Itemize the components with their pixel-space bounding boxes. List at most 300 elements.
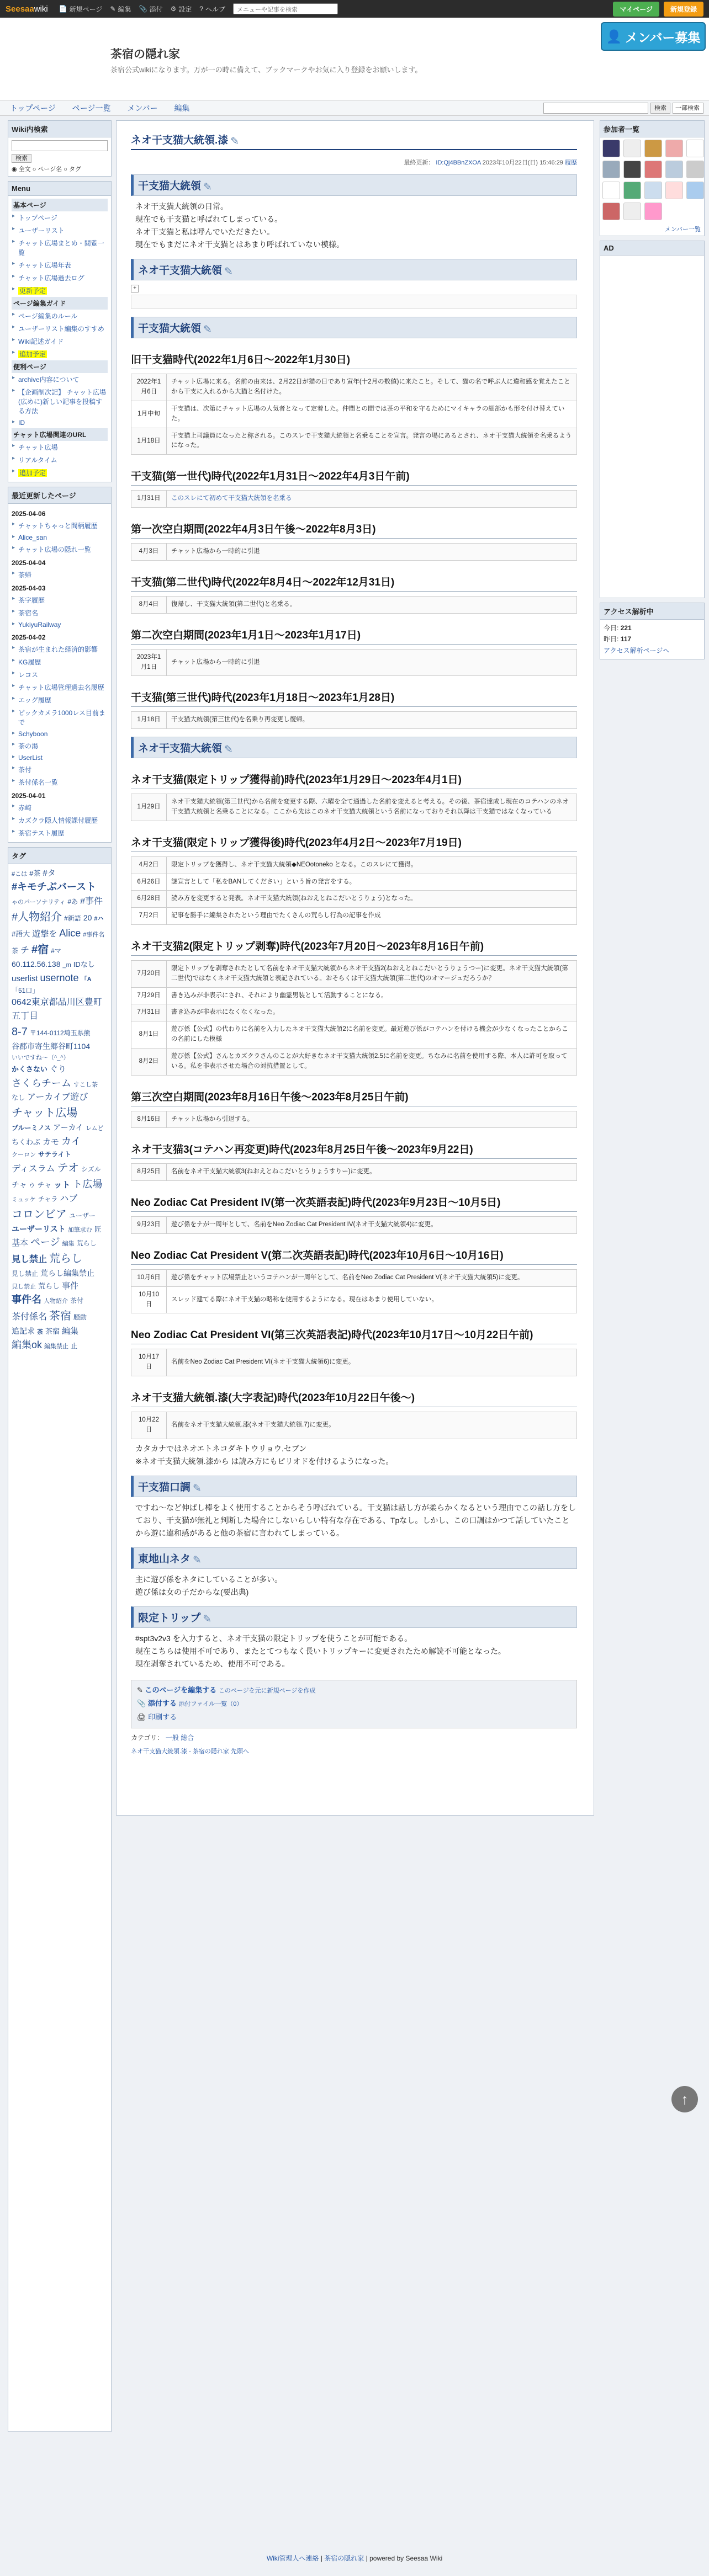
edit-icon[interactable]: ✎	[203, 1614, 212, 1626]
tag-link[interactable]: _m	[62, 961, 71, 968]
tag-link[interactable]: ユーザーリスト	[12, 1224, 66, 1233]
event-cell: ネオ干支猫大統領(第三世代)から名前を変更する際、六曜を全て通過した名前を変えると考える。その後、茶宿達成し現在のコテハンのネオ干支猫大統領と名乗ることになる。ここから先はこのネオ干支猫大統領という名前になっておりそれ以降は干支猫ではなくなっている	[167, 794, 577, 821]
site-header	[0, 18, 709, 100]
tag-link[interactable]: 事件	[62, 1281, 79, 1291]
left-sidebar	[8, 120, 112, 2436]
era-heading: ネオ干支猫(限定トリップ獲得後)時代(2023年4月2日〜2023年7月19日)	[131, 831, 577, 852]
date-cell: 7月20日	[131, 961, 167, 988]
tag-link[interactable]: #タ	[43, 869, 56, 878]
user-icon: 👤	[606, 29, 622, 44]
date-cell: 6月26日	[131, 874, 167, 891]
member-avatar[interactable]	[665, 161, 683, 178]
members-box	[600, 120, 705, 236]
member-avatar[interactable]	[644, 203, 662, 220]
recent-page-link[interactable]: ▸ レコス	[12, 668, 108, 681]
recent-date: 2025-04-04	[12, 559, 46, 567]
scroll-to-top-button[interactable]	[671, 2086, 698, 2112]
tag-link[interactable]: ハブ	[60, 1194, 78, 1204]
era-heading: 第一次空白期間(2022年4月3日午後〜2022年8月3日)	[131, 518, 577, 539]
tag-link[interactable]: カイ	[61, 1135, 81, 1147]
era-heading: Neo Zodiac Cat President V(第二次英語表記)時代(2023年10月6日〜10月16日)	[131, 1244, 577, 1265]
event-cell: チャット広場から引退する。	[167, 1111, 577, 1128]
footer-contact-link[interactable]: Wiki管理人へ連絡	[266, 2554, 319, 2562]
nav-search-button[interactable]: 検索	[650, 103, 670, 114]
recent-page-link[interactable]: ▸ 茶宿テスト履歴	[12, 827, 108, 839]
tag-link[interactable]: Alice	[59, 927, 81, 939]
section-heading: 干支猫大統領 ✎	[131, 317, 577, 338]
member-avatar[interactable]	[623, 182, 641, 199]
date-cell: 7月31日	[131, 1004, 167, 1021]
history-table	[131, 794, 577, 821]
menu-link[interactable]: ▸ チャット広場まとめ・閲覧一覧	[12, 237, 108, 259]
tag-link[interactable]: チャ	[37, 1180, 52, 1189]
access-link[interactable]: アクセス解析ページへ	[604, 646, 670, 654]
tag-link[interactable]: 茶	[12, 946, 19, 955]
tag-link[interactable]: 止	[71, 1342, 78, 1350]
edit-icon[interactable]: ✎	[224, 744, 233, 756]
attach-link[interactable]: 添付する	[147, 1699, 177, 1708]
tag-link[interactable]: 基本	[12, 1238, 29, 1248]
event-cell: チャット広場から一時的に引退	[167, 649, 577, 676]
history-link[interactable]: 履歴	[565, 159, 577, 166]
date-cell: 7月2日	[131, 908, 167, 925]
printer-icon: 🖨	[137, 1712, 146, 1721]
section-text: ネオ干支猫大統領の日常。 現在でも干支猫と呼ばれてしまっている。 ネオ干支猫と私は呼んでいただきたい。 現在でもまだにネオ干支猫とはあまり呼ばれていない模様。	[135, 202, 344, 249]
menu-link[interactable]: ▸ ID	[12, 417, 108, 428]
menu-title: Menu	[8, 182, 111, 196]
tag-link[interactable]: チャット広場	[12, 1107, 78, 1120]
menu-link[interactable]: ▸ ページ編集のルール	[12, 310, 108, 322]
editor-id-link[interactable]: ID:Qj4BBnZXOA	[436, 159, 481, 166]
menu-link[interactable]: ▸ 追加予定	[12, 466, 108, 479]
event-cell: 名前をネオ干支猫大統領.漆(ネオ干支猫大統領.7)に変更。	[167, 1412, 577, 1439]
recent-page-link[interactable]: ▸ チャット広場管理過去名履歴	[12, 681, 108, 694]
tag-link[interactable]: 茶付係名	[12, 1312, 47, 1322]
date-cell: 8月2日	[131, 1048, 167, 1075]
members-more-link[interactable]: メンバー一覧	[664, 226, 701, 233]
member-avatar[interactable]	[686, 182, 704, 199]
page-title: ネオ干支猫大統領.漆 ✎	[131, 129, 577, 150]
category-link[interactable]: 総合	[181, 1733, 194, 1742]
member-avatar[interactable]	[623, 203, 641, 220]
history-table	[131, 490, 577, 508]
tag-link[interactable]: ト広場	[72, 1178, 103, 1190]
recent-page-link[interactable]: ▸ Schyboon	[12, 728, 108, 739]
member-avatar[interactable]	[623, 140, 641, 157]
tag-link[interactable]: 編集ok	[12, 1339, 43, 1351]
recent-page-link[interactable]: ▸ 赤崎	[12, 801, 108, 814]
era-heading: 第二次空白期間(2023年1月1日〜2023年1月17日)	[131, 624, 577, 645]
paperclip-icon: 📎	[137, 1699, 146, 1708]
edit-icon[interactable]: ✎	[224, 266, 233, 278]
tag-link[interactable]: 茶	[37, 1328, 43, 1335]
recent-updates-box	[8, 487, 112, 843]
recent-page-link[interactable]: ▸ 茶付係名一覧	[12, 776, 108, 789]
menu-link[interactable]: ▸ 追加予定	[12, 348, 108, 360]
nav-members[interactable]: メンバー	[127, 103, 158, 113]
access-today: 今日: 221	[604, 624, 632, 632]
menu-link[interactable]: ▸ 【企画制次記】 チャット広場(広めに)新しい記事を投稿する方法	[12, 386, 108, 417]
members-title: 参加者一覧	[600, 121, 704, 137]
seesaa-logo[interactable]: Seesaawiki	[6, 4, 48, 14]
page-breadcrumb[interactable]: ネオ干支猫大統領.漆 - 茶宿の隠れ家 先頭へ	[131, 1748, 249, 1755]
tag-link[interactable]: 茶宿	[45, 1327, 60, 1335]
tag-link[interactable]: ぐり	[50, 1065, 67, 1074]
search-scope-select[interactable]: 一部検索	[673, 103, 703, 114]
expand-toggle[interactable]: +	[131, 285, 139, 292]
guide-title: ページ編集ガイド	[12, 297, 108, 310]
tag-link[interactable]: 茶付	[70, 1297, 84, 1305]
site-description: 茶宿公式wikiになります。万が一の時に備えて、ブックマークやお気に入り登録をお願いします。	[110, 66, 422, 74]
tag-link[interactable]: いいですね〜（^_^）	[12, 1055, 70, 1062]
date-cell: 4月2日	[131, 856, 167, 874]
tag-link[interactable]: 「A	[81, 976, 92, 983]
wiki-search-input[interactable]	[12, 140, 108, 151]
recent-page-link[interactable]: ▸ YukiyuRailway	[12, 619, 108, 630]
member-avatar[interactable]	[644, 140, 662, 157]
edit-icon[interactable]: ✎	[203, 182, 212, 193]
edit-icon[interactable]: ✎	[203, 324, 212, 336]
tag-link[interactable]: ゃのパーソナリティ	[12, 899, 66, 906]
date-cell: 1月中旬	[131, 401, 167, 428]
tag-link[interactable]: #事件	[80, 897, 103, 907]
tag-link[interactable]: userlist	[12, 973, 38, 983]
tag-link[interactable]: #新語	[64, 914, 81, 922]
wiki-search-box	[8, 120, 112, 177]
attach-list-link[interactable]: 添付ファイル一覧（0）	[178, 1701, 243, 1708]
tag-link[interactable]: 荒らし編集禁止	[40, 1269, 95, 1278]
section-text: 主に遊び係をネタにしていることが多い。 遊び係は女の子だからな(要出典)	[135, 1575, 282, 1597]
nav-edit[interactable]: 編集	[174, 103, 190, 113]
tag-link[interactable]: 荒らし	[49, 1253, 83, 1265]
wiki-search-button[interactable]: 検索	[12, 154, 31, 163]
recent-page-link[interactable]: ▸ KG履歴	[12, 656, 108, 668]
edit-icon[interactable]: ✎	[230, 136, 240, 147]
date-cell: 4月3日	[131, 544, 167, 561]
history-table	[131, 649, 577, 677]
collapsed-area	[131, 295, 577, 309]
tag-link[interactable]: 見し禁止	[12, 1255, 47, 1265]
event-cell: 復帰し、干支猫大統領(第二世代)と名乗る。	[167, 596, 577, 613]
recent-date: 2025-04-02	[12, 634, 46, 641]
tag-link[interactable]: カモ	[43, 1137, 60, 1147]
ad-area	[600, 256, 704, 598]
member-avatar[interactable]	[623, 161, 641, 178]
member-avatar[interactable]	[602, 203, 620, 220]
member-avatar[interactable]	[686, 161, 704, 178]
member-recruit-banner[interactable]: 👤 メンバー募集	[601, 22, 706, 51]
tag-link[interactable]: チャラ	[38, 1195, 58, 1203]
event-cell: 遊び係をチャット広場禁止というコテハンが一周年として、名前をNeo Zodiac Cat President V(ネオ干支猫大統領5)に変更。	[167, 1269, 577, 1286]
edit-menu[interactable]: ✎ 編集	[110, 5, 131, 13]
tag-link[interactable]: クーロン	[12, 1151, 36, 1158]
tag-link[interactable]: さくらチーム	[12, 1077, 71, 1089]
recent-page-link[interactable]: ▸ 茶宿名	[12, 606, 108, 619]
event-cell: 読み方を変更すると発表。ネオ干支猫大統領(ねおえとねこだいとうりょう)となった。	[167, 891, 577, 908]
tag-link[interactable]: ディスラム	[12, 1164, 55, 1174]
tag-link[interactable]: 事件名	[12, 1294, 41, 1306]
last-updated: 最終更新： ID:Qj4BBnZXOA 2023年10月22日(日) 15:46:29 履歴	[404, 159, 577, 166]
tag-link[interactable]: ット	[54, 1180, 71, 1190]
era-heading: ネオ干支猫2(限定トリップ剥奪)時代(2023年7月20日〜2023年8月16日午前)	[131, 935, 577, 956]
member-avatar[interactable]	[665, 140, 683, 157]
help-menu[interactable]: ? ヘルプ	[199, 5, 225, 13]
tag-link[interactable]: #あ	[67, 898, 78, 906]
recent-page-link[interactable]: ▸ 茶の湯	[12, 739, 108, 752]
tag-link[interactable]: 人物紹介	[44, 1298, 68, 1305]
nav-top[interactable]: トップページ	[10, 103, 56, 113]
member-avatar[interactable]	[644, 182, 662, 199]
edit-icon[interactable]: ✎	[193, 1482, 202, 1494]
date-cell: 1月18日	[131, 428, 167, 455]
right-sidebar	[600, 120, 705, 664]
recent-date: 2025-04-01	[12, 792, 46, 800]
date-cell: 8月16日	[131, 1111, 167, 1128]
links-title: チャット広場関連のURL	[12, 428, 108, 441]
section-text: カタカナではネオエトネコダキトウリョウ.セブン ※ネオ干支猫大統領.漆から は読み方にもピリオドを付けるようになった。	[135, 1444, 394, 1466]
tag-link[interactable]: ブルーミノス	[12, 1124, 51, 1132]
menu-link[interactable]: ▸ リアルタイム	[12, 454, 108, 466]
menu-link[interactable]: ▸ チャット広場年表	[12, 259, 108, 272]
section-heading: 限定トリップ ✎	[131, 1606, 577, 1628]
event-cell: チャット広場に来る。名前の由来は、2月22日が猫の日であり寅年(十2月の数値)に来たこと。そして、猫の名で呼ぶ人に違和感を覚えたことから干支に入れるから大猫と名付けた。	[167, 374, 577, 401]
tag-link[interactable]: ユーザー	[69, 1211, 96, 1220]
event-cell: 名前をNeo Zodiac Cat President VI(ネオ干支猫大統領6)に変更。	[167, 1349, 577, 1376]
powered-by[interactable]: powered by Seesaa Wiki	[369, 2554, 443, 2562]
print-link[interactable]: 印刷する	[148, 1712, 177, 1721]
recent-page-link[interactable]: ▸ 茶宿が生まれた経済的影響	[12, 643, 108, 656]
tag-link[interactable]: なし	[12, 1094, 25, 1102]
event-cell: チャット広場から一時的に引退	[167, 544, 577, 561]
member-avatar[interactable]	[602, 161, 620, 178]
access-yesterday: 昨日: 117	[604, 635, 632, 643]
tag-link[interactable]: #人物紹介	[12, 911, 62, 923]
event-cell: 書き込みが非表示になくなくなった。	[167, 1004, 577, 1021]
global-search-input[interactable]: メニューや記事を検索	[233, 3, 338, 14]
tag-link[interactable]: #事件名	[83, 931, 105, 938]
date-cell: 2022年1月6日	[131, 374, 167, 401]
site-name[interactable]: 茶宿の隠れ家	[110, 48, 180, 61]
edit-icon[interactable]: ✎	[193, 1555, 202, 1567]
history-table	[131, 960, 577, 1076]
radio-fulltext[interactable]: ◉ 全文	[12, 166, 31, 173]
tag-link[interactable]: 遊撃を	[32, 929, 57, 939]
tag-link[interactable]: すこし茶	[73, 1081, 98, 1088]
radio-tag[interactable]: ○ タグ	[64, 166, 81, 173]
date-cell: 1月29日	[131, 794, 167, 821]
date-cell: 10月22日	[131, 1412, 167, 1439]
date-cell: 10月6日	[131, 1269, 167, 1286]
tag-link[interactable]: 見し禁止	[12, 1283, 36, 1290]
event-cell: 遊び係【公式】さんとカズクラさんのことが大好きなネオ干支猫大統領2.5に名前を変更。ちなみに名前を使用する際、本人に許可を取っている。私を非表示させた場合の対抗措置として。	[167, 1048, 577, 1075]
era-heading: ネオ干支猫大統領.漆(大字表記)時代(2023年10月22日午後〜)	[131, 1386, 577, 1407]
tag-link[interactable]: 騒動	[73, 1313, 87, 1321]
date-cell: 7月29日	[131, 987, 167, 1004]
tag-link[interactable]: かくさない	[12, 1065, 48, 1074]
tag-link[interactable]: 「51口」	[12, 987, 39, 995]
arrow-up-icon: ↑	[681, 2091, 689, 2107]
tag-link[interactable]: 見し禁止	[12, 1270, 39, 1278]
category-line: カテゴリ： 一般 総合	[131, 1733, 194, 1742]
tag-cloud	[8, 864, 111, 2431]
event-cell: 干支猫大統領(第三世代)を名乗り再変更し復帰。	[167, 712, 577, 729]
misc-title: 便利ページ	[12, 360, 108, 373]
recent-page-link[interactable]: ▸ ピックカメラ1000レス目前まで	[12, 706, 108, 728]
section-heading: 干支猫大統領 ✎	[131, 174, 577, 196]
tag-link[interactable]: 茶宿	[49, 1310, 72, 1322]
menu-link[interactable]: ▸ archive内容について	[12, 373, 108, 386]
attach-menu[interactable]: 📎 添付	[139, 5, 163, 13]
radio-pagename[interactable]: ○ ページ名	[32, 166, 62, 173]
event-cell: 遊び係をナが一周年として、名前をNeo Zodiac Cat President IV(ネオ干支猫大統領4)に変更。	[167, 1217, 577, 1234]
recent-page-link[interactable]: ▸ エッグ履歴	[12, 694, 108, 706]
tag-link[interactable]: #キモチぶバースト	[12, 881, 97, 893]
era-heading: 干支猫(第三世代)時代(2023年1月18日〜2023年1月28日)	[131, 686, 577, 707]
tag-link[interactable]: 0642東京都品川区豊町五丁目	[12, 998, 102, 1021]
tag-link[interactable]: 匠	[94, 1225, 102, 1233]
mypage-button[interactable]: マイページ	[613, 2, 659, 17]
history-table	[131, 1269, 577, 1313]
menu-link[interactable]: ▸ 更新予定	[12, 284, 108, 297]
nav-search-input[interactable]	[543, 103, 648, 114]
main-content	[116, 120, 594, 1816]
menu-link[interactable]: ▸ ユーザーリスト編集のすすめ	[12, 322, 108, 335]
tag-link[interactable]: #マ	[51, 946, 61, 955]
history-table	[131, 1163, 577, 1181]
tag-link[interactable]: #宿	[31, 943, 49, 956]
history-table	[131, 1111, 577, 1129]
tag-link[interactable]: 加筆求む	[67, 1226, 92, 1233]
tag-link[interactable]: ミュッケ	[12, 1196, 36, 1203]
menu-link[interactable]: ▸ ユーザーリスト	[12, 224, 108, 237]
event-cell: 限定トリップを剥奪されたとして名前をネオ干支猫大統領からネオ干支猫2(ねおえとねこだいとうりょうつー)に変更。ネオ干支猫大統領(第二世代)ではなくネオ干支猫大統領と表記されている。おそらくは干支猫大統領(第二世代)のオマージュだろうか？	[167, 961, 577, 988]
new-from-page-link[interactable]: このページを元に新規ページを作成	[218, 1687, 316, 1694]
tag-link[interactable]: usernote	[40, 972, 79, 983]
tag-link[interactable]: 追記求	[12, 1326, 35, 1335]
era-heading: Neo Zodiac Cat President VI(第三次英語表記)時代(2023年10月17日〜10月22日午前)	[131, 1323, 577, 1344]
recent-page-link[interactable]: ▸ UserList	[12, 752, 108, 763]
tag-link[interactable]: 編集	[62, 1326, 79, 1336]
recent-date: 2025-04-03	[12, 584, 46, 592]
member-avatar[interactable]	[686, 140, 704, 157]
tag-link[interactable]: 8-7	[12, 1025, 28, 1038]
category-link[interactable]: 一般	[165, 1733, 179, 1742]
access-title: アクセス解析中	[600, 603, 704, 620]
history-table	[131, 1216, 577, 1234]
section-text: ですね〜など伸ばし棒をよく使用することからそう呼ばれている。干支猫は話し方が柔らかくなるという理由でこの話し方をしており、干支猫が無礼と判断した場合にしないらしい特有な存在である、Tpなし。しかし、この口調はかつて話していたことから遊に違和感があると他の茶宿に言われてしまっている。	[135, 1503, 576, 1537]
event-cell: 書き込みが非表示にされ、それにより幽霊男装として活動することになる。	[167, 987, 577, 1004]
era-heading: 旧干支猫時代(2022年1月6日〜2022年1月30日)	[131, 348, 577, 369]
tag-link[interactable]: 荒らし	[76, 1239, 97, 1248]
tag-link[interactable]: シズル	[81, 1165, 101, 1173]
tag-link[interactable]: IDなし	[73, 960, 95, 968]
menu-link[interactable]: ▸ チャット広場過去ログ	[12, 272, 108, 284]
history-table	[131, 711, 577, 729]
tag-link[interactable]: 編集禁止	[44, 1343, 69, 1350]
edit-page-link[interactable]: このページを編集する	[145, 1685, 217, 1694]
recent-page-link[interactable]: ▸ 茶帰	[12, 568, 108, 581]
tag-link[interactable]: ページ	[30, 1237, 60, 1248]
tag-link[interactable]: ウ	[29, 1182, 35, 1189]
event-cell[interactable]: このスレにて初めて干支猫大統領を名乗る	[167, 491, 577, 508]
register-button[interactable]: 新規登録	[664, 2, 703, 17]
ad-box	[600, 241, 705, 598]
era-heading: Neo Zodiac Cat President IV(第一次英語表記)時代(2023年9月23日〜10月5日)	[131, 1191, 577, 1212]
recent-page-link[interactable]: ▸ 茶字履歴	[12, 594, 108, 606]
member-avatar[interactable]	[602, 182, 620, 199]
tag-link[interactable]: #茶	[29, 869, 41, 877]
tag-link[interactable]: 〒144-0112埼玉県熊	[29, 1029, 91, 1037]
history-table	[131, 1349, 577, 1376]
new-page-menu[interactable]: 📄 新規ページ	[59, 5, 103, 13]
date-cell: 6月28日	[131, 891, 167, 908]
tag-link[interactable]: アーカイブ遊び	[27, 1093, 88, 1103]
history-table	[131, 374, 577, 455]
tag-link[interactable]: チ	[20, 945, 30, 955]
member-avatar[interactable]	[665, 182, 683, 199]
ad-title: AD	[600, 241, 704, 256]
tag-link[interactable]: 谷郡市寄生郷谷町1104	[12, 1041, 91, 1051]
menu-box	[8, 181, 112, 482]
era-heading: 第三次空白期間(2023年8月16日午後〜2023年8月25日午前)	[131, 1085, 577, 1106]
member-avatar[interactable]	[602, 140, 620, 157]
event-cell: スレッド建てる際にネオ干支猫の略称を使用するようになる。現在はあまり使用していない。	[167, 1286, 577, 1313]
date-cell: 10月10日	[131, 1286, 167, 1313]
tag-link[interactable]: 編集	[62, 1241, 75, 1248]
tag-link[interactable]: #こは	[12, 871, 28, 877]
recent-page-link[interactable]: ▸ チャット広場の隠れ一覧	[12, 543, 108, 556]
access-box	[600, 603, 705, 659]
history-table	[131, 856, 577, 925]
date-cell: 8月25日	[131, 1164, 167, 1181]
tag-link[interactable]: サテライト	[38, 1150, 71, 1158]
nav-page-list[interactable]: ページ一覧	[72, 103, 111, 113]
date-cell: 1月31日	[131, 491, 167, 508]
date-cell: 1月18日	[131, 712, 167, 729]
tag-link[interactable]: 荒らし	[38, 1281, 60, 1290]
tag-link[interactable]: アーカイ	[53, 1123, 83, 1132]
footer: Wiki管理人へ連絡 | 茶宿の隠れ家 | powered by Seesaa Wiki	[266, 2554, 443, 2562]
tag-link[interactable]: コロンビア	[12, 1208, 67, 1221]
menu-link[interactable]: ▸ トップページ	[12, 211, 108, 224]
menu-link[interactable]: ▸ Wiki記述ガイド	[12, 335, 108, 348]
event-cell: 名前をネオ干支猫大統領3(ねおえとねこだいとうりょうすりー)に変更。	[167, 1164, 577, 1181]
member-avatar[interactable]	[644, 161, 662, 178]
recent-page-link[interactable]: ▸ チャットちゃっと間柄履歴	[12, 519, 108, 532]
history-table	[131, 596, 577, 614]
recent-page-link[interactable]: ▸ 茶付	[12, 763, 108, 776]
tag-link[interactable]: テオ	[57, 1162, 80, 1174]
tag-link[interactable]: ちくわぶ	[12, 1137, 41, 1146]
section-text: #spt3v2v3 を入力すると、ネオ干支猫の限定トリップを使うことが可能である。 現在こちらは使用不可であり、またとてつもなく長いトリップキーに変更されたため解読不可能となった。 現在剥奪されているため、使用不可である。	[135, 1634, 506, 1669]
tag-link[interactable]: #ハ	[94, 915, 104, 922]
event-cell: 謎宣言として「私をBANしてください」という旨の発言をする。	[167, 874, 577, 891]
recent-page-link[interactable]: ▸ Alice_san	[12, 532, 108, 543]
tag-link[interactable]: レムど	[85, 1125, 104, 1132]
tag-link[interactable]: #語大	[12, 929, 30, 938]
event-cell: 遊び係【公式】の代わりに名前を入力したネオ干支猫大統領2に名前を変更。最近遊び係がコテハンを付ける機会が少なくなったことからこの名前にした模様	[167, 1021, 577, 1049]
footer-site-link[interactable]: 茶宿の隠れ家	[324, 2554, 364, 2562]
history-table	[131, 543, 577, 561]
settings-menu[interactable]: ⚙ 設定	[170, 5, 192, 13]
tag-link[interactable]: 20	[83, 913, 92, 922]
tag-link[interactable]: 60.112.56.138	[12, 959, 61, 968]
tag-link[interactable]: チャ	[12, 1180, 27, 1189]
section-heading: ネオ干支猫大統領 ✎	[131, 737, 577, 758]
recent-page-link[interactable]: ▸ カズクラ隠人情報課付履歴	[12, 814, 108, 827]
menu-link[interactable]: ▸ チャット広場	[12, 441, 108, 454]
tag-title: タグ	[8, 848, 111, 864]
